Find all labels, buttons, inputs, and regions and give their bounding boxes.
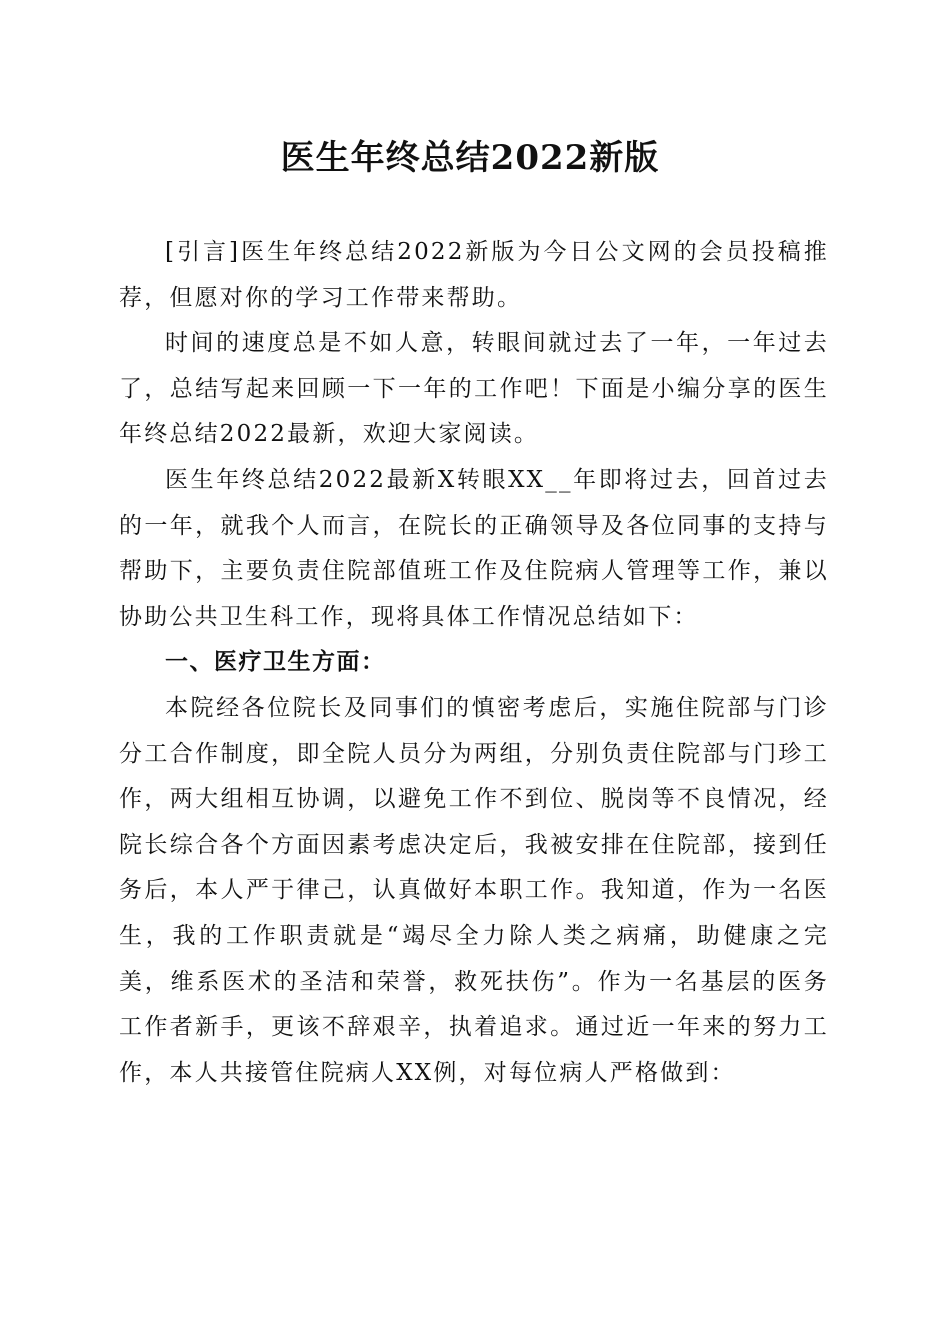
medical-work-paragraph: 本院经各位院长及同事们的慎密考虑后，实施住院部与门诊分工合作制度，即全院人员分为两组，分别负责住院部与门珍工作，两大组相互协调，以避免工作不到位、脱岗等不良情况，经院长综合各个方面因素考虑决定后，我被安排在住院部，接到任务后，本人严于律己，认真做好本职工作。我知道，作为一名医生，我的工作职责就是“竭尽全力除人类之病痛，助健康之完美，维系医术的圣洁和荣誉，救死扶伤”。作为一名基层的医务工作者新手，更该不辞艰辛，执着追求。通过近一年来的努力工作，本人共接管住院病人XX例，对每位病人严格做到： (119, 694, 829, 1086)
summary-paragraph: 医生年终总结2022最新X转眼XX__年即将过去，回首过去的一年，就我个人而言，在院长的正确领导及各位同事的支持与帮助下，主要负责住院部值班工作及住院病人管理等工作，兼以协助公共卫生科工作，现将具体工作情况总结如下： (119, 466, 829, 630)
intro-paragraph: [引言]医生年终总结2022新版为今日公文网的会员投稿推荐，但愿对你的学习工作带来帮助。 (119, 239, 829, 311)
document-body (119, 230, 829, 1096)
document-title: 医生年终总结2022新版 (280, 138, 660, 178)
opening-paragraph: 时间的速度总是不如人意，转眼间就过去了一年，一年过去了，总结写起来回顾一下一年的工作吧！下面是小编分享的医生年终总结2022最新，欢迎大家阅读。 (119, 330, 829, 448)
section-heading: 一、医疗卫生方面： (165, 649, 386, 676)
